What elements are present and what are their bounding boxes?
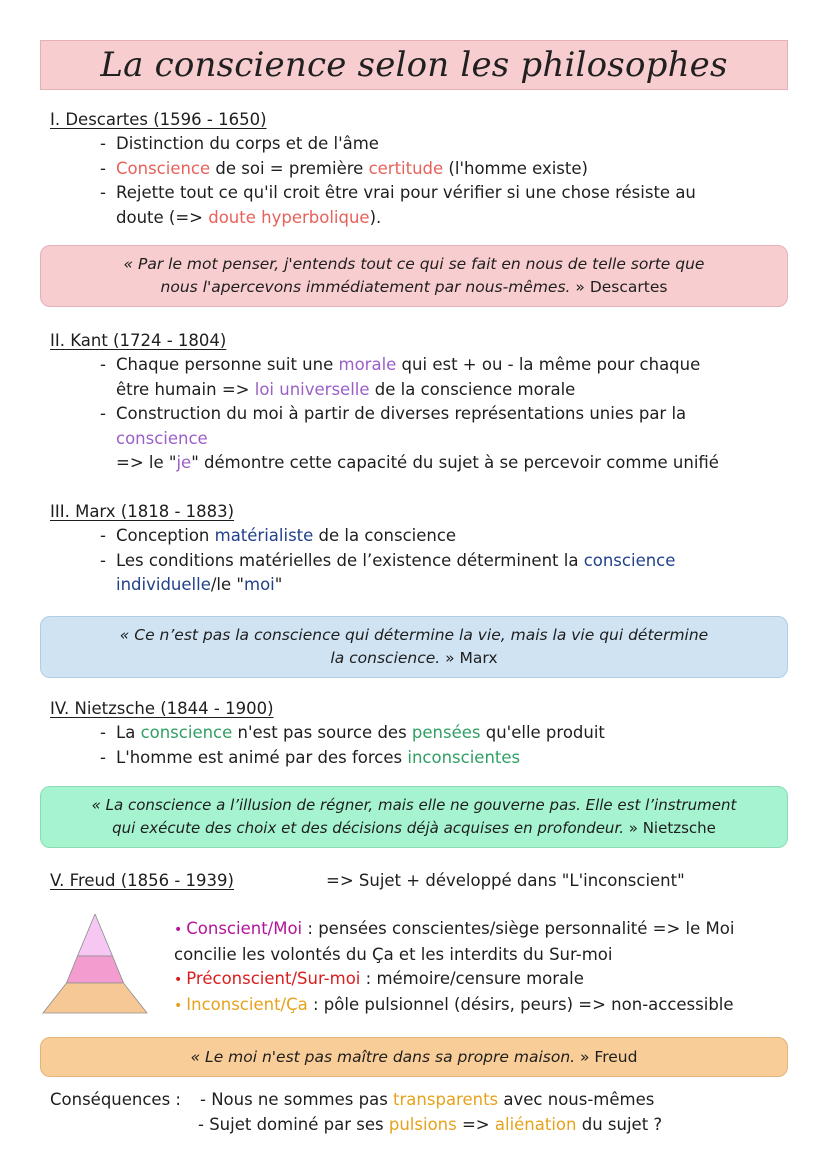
- list-item: - Chaque personne suit une morale qui est + ou - la même pour chaque être humain => loi universelle de la conscience morale: [100, 353, 790, 402]
- section-nietzsche: [50, 697, 790, 770]
- section-descartes: [50, 108, 790, 230]
- list-item: • Conscient/Moi : pensées conscientes/siège personnalité => le Moi: [174, 919, 735, 938]
- quote-freud: « Le moi n'est pas maître dans sa propre maison. » Freud: [40, 1037, 788, 1077]
- marx-heading: III. Marx (1818 - 1883): [50, 502, 235, 521]
- freud-list: [174, 917, 774, 1018]
- quote-author: » Descartes: [570, 278, 668, 296]
- list-item: - Rejette tout ce qu'il croit être vrai pour vérifier si une chose résiste au doute (=> doute hyperbolique).: [100, 181, 790, 230]
- list-item-continuation: concilie les volontés du Ça et les interdits du Sur-moi: [174, 944, 613, 964]
- nietzsche-list: [50, 721, 790, 770]
- title-banner: [40, 40, 788, 90]
- list-item: • Inconscient/Ça : pôle pulsionnel (désirs, peurs) => non-accessible: [174, 994, 734, 1014]
- freud-heading: V. Freud (1856 - 1939): [50, 871, 234, 890]
- kant-list: [50, 353, 790, 451]
- bullet-icon: •: [174, 922, 183, 938]
- quote-author: » Nietzsche: [624, 819, 716, 837]
- list-item: - La conscience n'est pas source des pensées qu'elle produit: [100, 721, 790, 746]
- consequences: [50, 1087, 790, 1137]
- descartes-list: [50, 132, 790, 230]
- nietzsche-heading: IV. Nietzsche (1844 - 1900): [50, 699, 274, 718]
- pyramid-middle-preconscient: [67, 956, 124, 983]
- section-kant: [50, 329, 790, 476]
- pyramid-base-inconscient: [43, 983, 147, 1013]
- section-marx: [50, 500, 790, 598]
- consequences-label: Conséquences :: [50, 1090, 181, 1109]
- freud-note: => Sujet + développé dans "L'inconscient": [326, 871, 685, 890]
- psyche-pyramid-diagram: [42, 914, 148, 1014]
- list-item: - Les conditions matérielles de l’existence déterminent la conscience individuelle/le "moi": [100, 549, 790, 598]
- quote-author: » Marx: [440, 649, 498, 667]
- quote-descartes: « Par le mot penser, j'entends tout ce qui se fait en nous de telle sorte que nous l'apercevons immédiatement par nous-mêmes. » Descartes: [40, 245, 788, 307]
- descartes-heading: I. Descartes (1596 - 1650): [50, 110, 267, 129]
- quote-marx: « Ce n’est pas la conscience qui détermine la vie, mais la vie qui détermine la conscience. » Marx: [40, 616, 788, 678]
- list-item: - Sujet dominé par ses pulsions => aliénation du sujet ?: [198, 1115, 663, 1134]
- list-item: - Construction du moi à partir de diverses représentations unies par la conscience: [100, 402, 790, 451]
- kant-conclusion: => le "je" démontre cette capacité du sujet à se percevoir comme unifié: [116, 453, 719, 472]
- page-title: La conscience selon les philosophes: [100, 45, 728, 85]
- kant-heading: II. Kant (1724 - 1804): [50, 331, 227, 350]
- pyramid-top-conscient: [78, 914, 113, 956]
- bullet-icon: •: [174, 997, 183, 1014]
- list-item: - Conscience de soi = première certitude (l'homme existe): [100, 157, 790, 182]
- list-item: - L'homme est animé par des forces inconscientes: [100, 746, 790, 771]
- marx-list: [50, 524, 790, 598]
- list-item: - Conception matérialiste de la conscience: [100, 524, 790, 549]
- list-item: - Nous ne sommes pas transparents avec nous-mêmes: [200, 1090, 655, 1109]
- section-freud: [50, 869, 790, 893]
- quote-author: » Freud: [575, 1047, 638, 1066]
- list-item: - Distinction du corps et de l'âme: [100, 132, 790, 157]
- quote-nietzsche: « La conscience a l’illusion de régner, mais elle ne gouverne pas. Elle est l’instrument qui exécute des choix et des décisions déjà acquises en profondeur. » Nietzsche: [40, 786, 788, 848]
- bullet-icon: •: [174, 972, 183, 988]
- list-item: • Préconscient/Sur-moi : mémoire/censure morale: [174, 969, 584, 988]
